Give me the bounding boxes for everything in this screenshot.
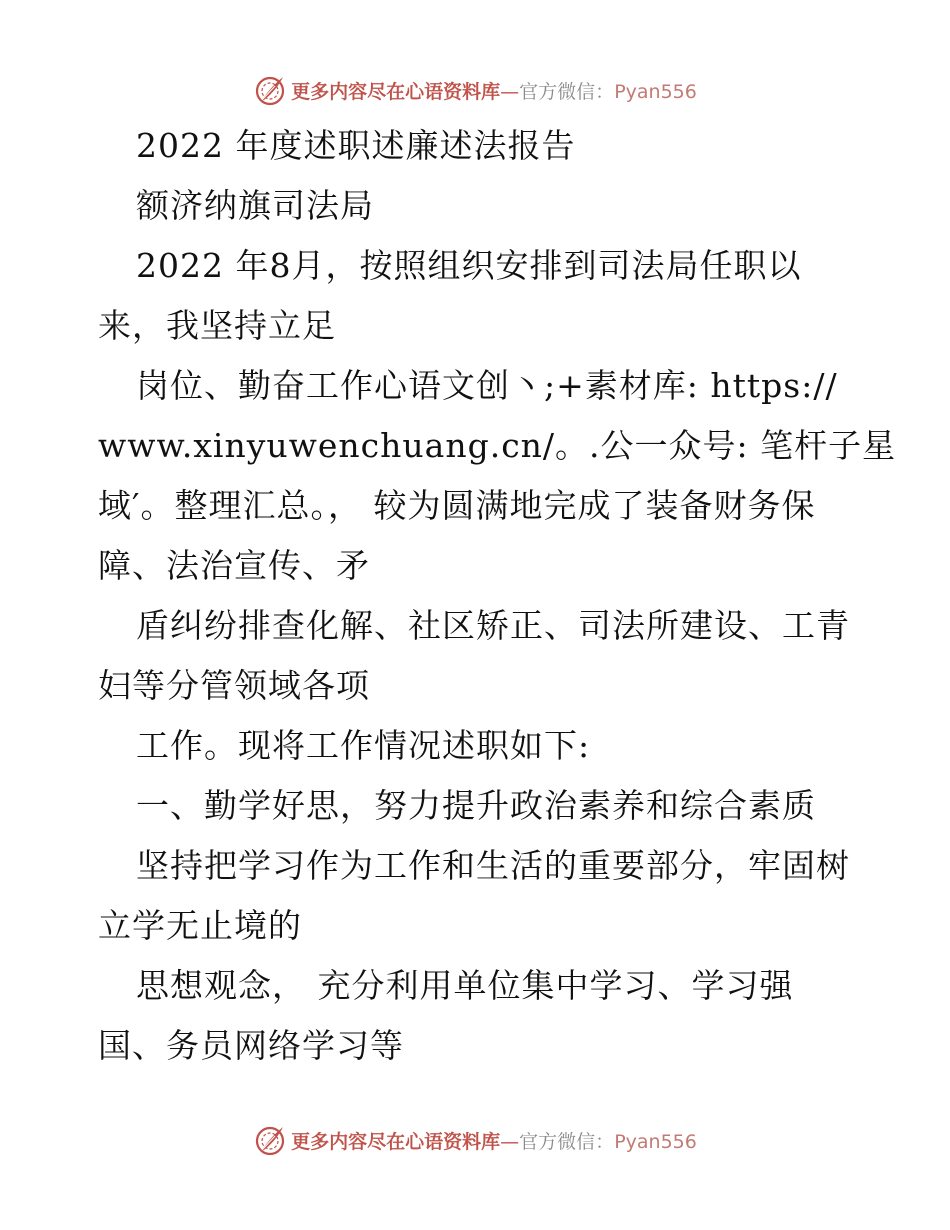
text-line: 盾纠纷排查化解、社区矫正、司法所建设、工青 (136, 606, 850, 645)
text-line: 工作。现将工作情况述职如下: (136, 726, 591, 765)
banner-dash: — (500, 1130, 520, 1153)
section-heading: 一、勤学好思，努力提升政治素养和综合素质 (136, 786, 816, 825)
text-line: 来，我坚持立足 (98, 306, 336, 345)
text-line: 2022 年8月，按照组织安排到司法局任职以 (136, 246, 802, 285)
text-line: 妇等分管领域各项 (98, 666, 370, 705)
feather-pen-logo-icon (253, 1123, 287, 1157)
banner-wechat-id: Pyan556 (614, 80, 697, 103)
text-line: 国、务员网络学习等 (98, 1026, 404, 1065)
document-title: 2022 年度述职述廉述法报告 (136, 126, 576, 165)
banner-wechat-label: 官方微信： (519, 1130, 615, 1153)
text-line: www.xinyuwenchuang.cn/。.公一众号: 笔杆子星 (98, 426, 897, 465)
text-line: 立学无止境的 (98, 906, 302, 945)
banner-site-name: 更多内容尽在心语资料库 (291, 80, 501, 103)
text-line: 岗位、勤奋工作心语文创丶;+素材库: https:// (136, 366, 838, 405)
text-line: 坚持把学习作为工作和生活的重要部分，牢固树 (136, 846, 850, 885)
text-line: 域′。整理汇总。， 较为圆满地完成了装备财务保 (98, 486, 816, 525)
banner-dash: — (500, 80, 520, 103)
header-banner (0, 68, 950, 112)
document-body (98, 116, 897, 1076)
banner-wechat-label: 官方微信： (519, 80, 615, 103)
feather-pen-logo-icon (253, 73, 287, 107)
banner-site-name: 更多内容尽在心语资料库 (291, 1130, 501, 1153)
footer-banner (0, 1118, 950, 1162)
text-line: 障、法治宣传、矛 (98, 546, 370, 585)
text-line: 思想观念， 充分利用单位集中学习、学习强 (136, 966, 794, 1005)
banner-wechat-id: Pyan556 (614, 1130, 697, 1153)
organization-name: 额济纳旗司法局 (136, 186, 374, 225)
